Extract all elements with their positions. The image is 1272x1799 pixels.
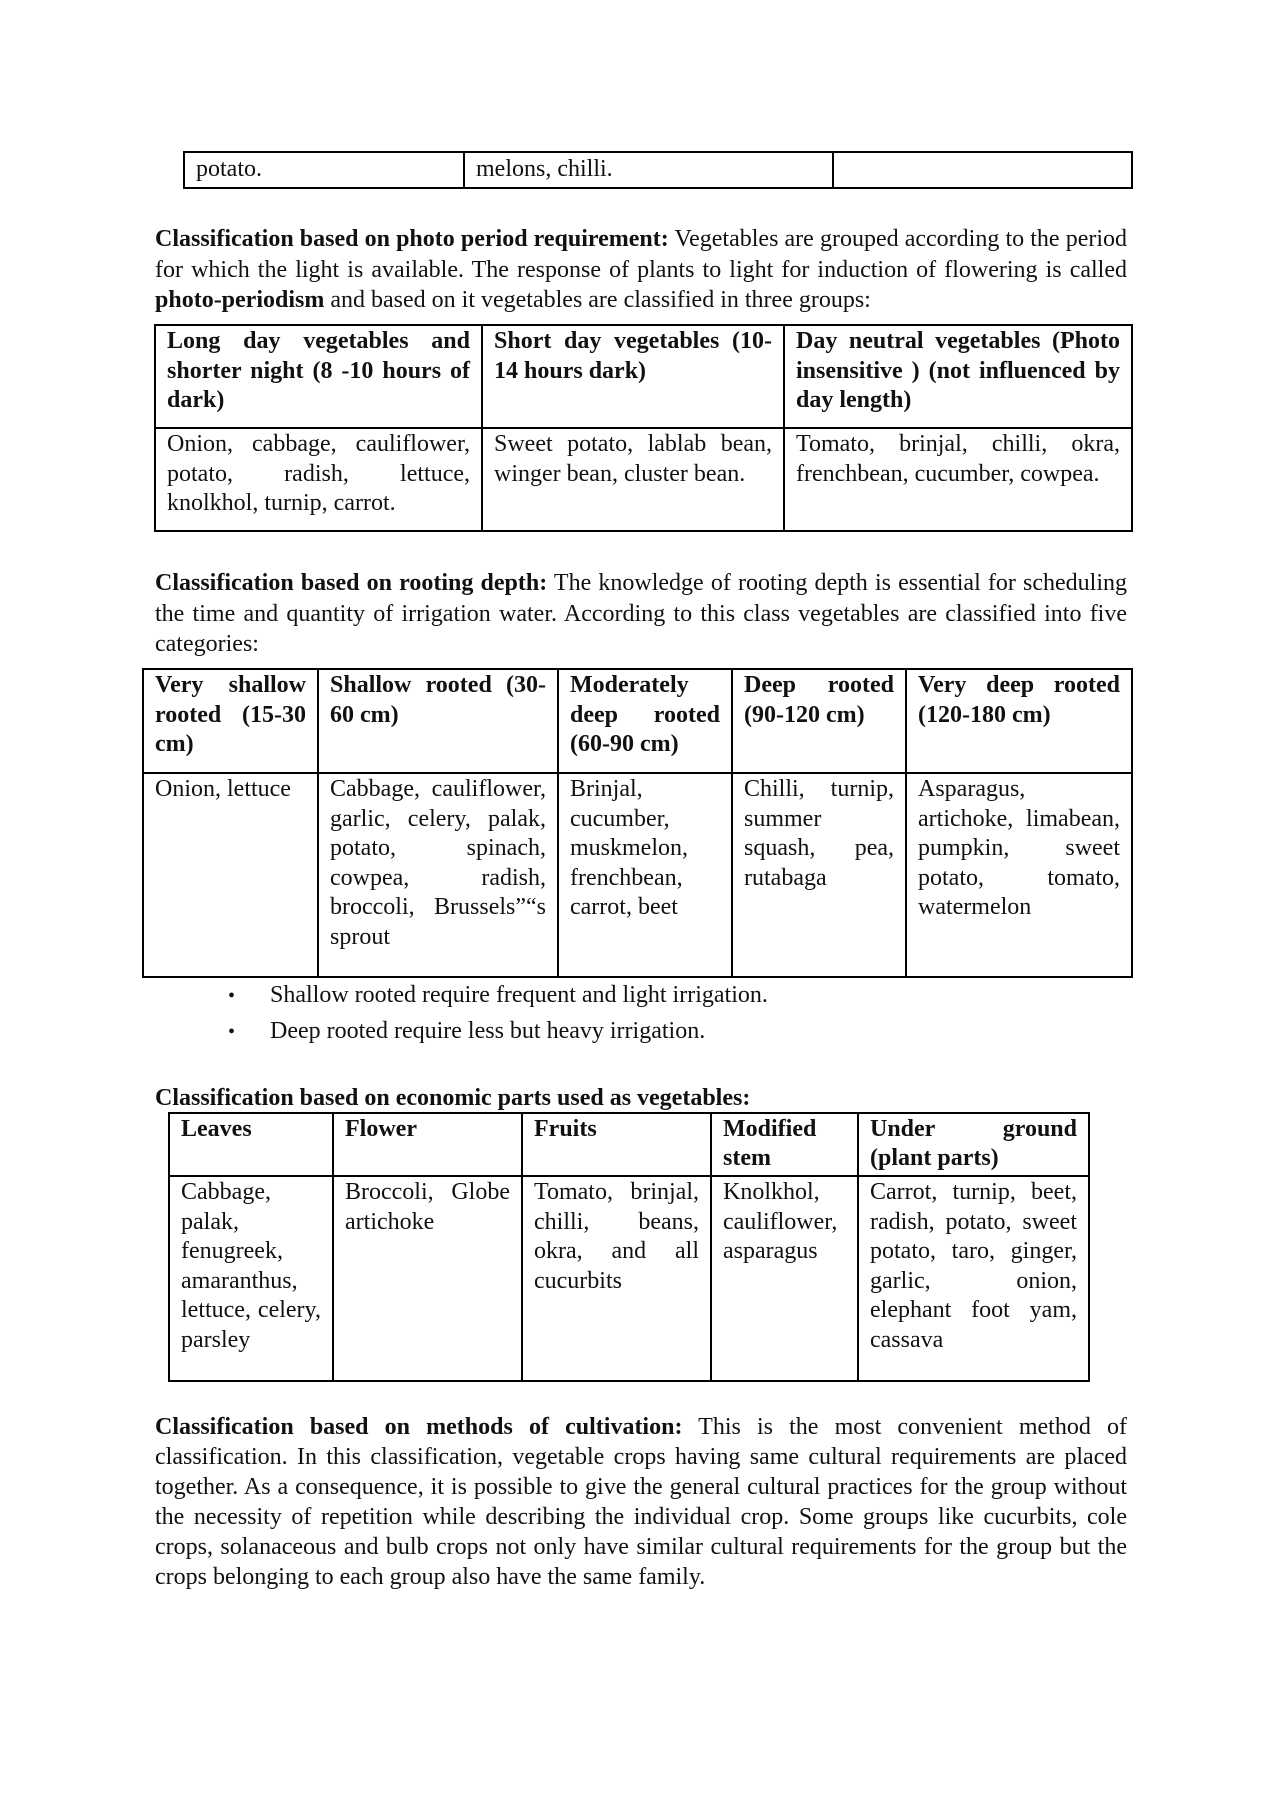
table-cell: Tomato, brinjal, chilli, beans, okra, and all cucurbits	[522, 1176, 711, 1381]
table-cell: Onion, lettuce	[143, 773, 318, 977]
header-under-ground: Under ground (plant parts)	[858, 1113, 1089, 1176]
bullet-icon: •	[228, 1021, 236, 1043]
bullet-icon: •	[228, 985, 236, 1007]
table-cell: Broccoli, Globe artichoke	[333, 1176, 522, 1381]
rooting-text: The knowledge of rooting depth is essential for scheduling the time and quantity of irrigation water. According to this class vegetables are classified into five categories:	[155, 570, 1128, 657]
header-moderately-deep: Moderately deep rooted (60-90 cm)	[558, 669, 732, 773]
table-cell: Cabbage, cauliflower, garlic, celery, palak, potato, spinach, cowpea, radish, broccoli, Brussels”“s sprout	[318, 773, 558, 977]
header-flower: Flower	[333, 1113, 522, 1176]
photoperiod-heading: Classification based on photo period requirement:	[155, 226, 669, 252]
photoperiod-text-2: and based on it vegetables are classified in three groups:	[324, 287, 871, 313]
irrigation-bullet-list	[228, 978, 768, 1050]
header-shallow: Shallow rooted (30-60 cm)	[318, 669, 558, 773]
economic-parts-table	[168, 1112, 1090, 1382]
table-header-row	[155, 325, 1132, 428]
bullet-text: Shallow rooted require frequent and light irrigation.	[270, 982, 768, 1008]
cultivation-heading: Classification based on methods of cultivation:	[155, 1414, 683, 1440]
table-row	[169, 1176, 1089, 1381]
table-cell: Chilli, turnip, summer squash, pea, rutabaga	[732, 773, 906, 977]
table-row	[155, 428, 1132, 531]
cultivation-paragraph	[155, 1412, 1127, 1592]
table-cell: Cabbage, palak, fenugreek, amaranthus, lettuce, celery, parsley	[169, 1176, 333, 1381]
rooting-heading: Classification based on rooting depth:	[155, 570, 548, 596]
header-fruits: Fruits	[522, 1113, 711, 1176]
cultivation-text: This is the most convenient method of classification. In this classification, vegetable crops having same cultural requirements are placed together. As a consequence, it is possible to give the general cultural practices for the group without the necessity of repetition while describing the individual crop. Some groups like cucurbits, cole crops, solanaceous and bulb crops not only have similar cultural requirements for the group but the crops belonging to each group also have the same family.	[155, 1414, 1127, 1590]
table-cell: Brinjal, cucumber, muskmelon, frenchbean, carrot, beet	[558, 773, 732, 977]
header-deep: Deep rooted (90-120 cm)	[732, 669, 906, 773]
photoperiod-text-1: Vegetables are grouped according to the period for which the light is available. The response of plants to light for induction of flowering is called	[155, 226, 1128, 283]
header-long-day: Long day vegetables and shorter night (8 -10 hours of dark)	[155, 325, 482, 428]
table-row	[184, 152, 1132, 188]
table-cell: Sweet potato, lablab bean, winger bean, cluster bean.	[482, 428, 784, 531]
header-very-shallow: Very shallow rooted (15-30 cm)	[143, 669, 318, 773]
table-cell: Onion, cabbage, cauliflower, potato, radish, lettuce, knolkhol, turnip, carrot.	[155, 428, 482, 531]
table-cell: potato.	[184, 152, 464, 188]
table-cell: Carrot, turnip, beet, radish, potato, sweet potato, taro, ginger, garlic, onion, elephant foot yam, cassava	[858, 1176, 1089, 1381]
table-cell: melons, chilli.	[464, 152, 833, 188]
header-short-day: Short day vegetables (10-14 hours dark)	[482, 325, 784, 428]
bullet-text: Deep rooted require less but heavy irrigation.	[270, 1018, 706, 1044]
table-cell: Asparagus, artichoke, limabean, pumpkin, sweet potato, tomato, watermelon	[906, 773, 1132, 977]
table-cell	[833, 152, 1132, 188]
list-item	[228, 1014, 768, 1050]
rooting-paragraph	[155, 568, 1127, 660]
rooting-depth-table	[142, 668, 1133, 978]
economic-heading: Classification based on economic parts used as vegetables:	[155, 1085, 751, 1111]
table-header-row	[143, 669, 1132, 773]
table-cell: Tomato, brinjal, chilli, okra, frenchbean, cucumber, cowpea.	[784, 428, 1132, 531]
header-modified-stem: Modified stem	[711, 1113, 858, 1176]
list-item	[228, 978, 768, 1014]
photoperiodism-term: photo-periodism	[155, 287, 325, 313]
photoperiod-table	[154, 324, 1133, 532]
photoperiod-paragraph	[155, 224, 1127, 316]
header-very-deep: Very deep rooted (120-180 cm)	[906, 669, 1132, 773]
header-leaves: Leaves	[169, 1113, 333, 1176]
table-row	[143, 773, 1132, 977]
table-header-row	[169, 1113, 1089, 1176]
header-day-neutral: Day neutral vegetables (Photo insensitive ) (not influenced by day length)	[784, 325, 1132, 428]
table-cell: Knolkhol, cauliflower, asparagus	[711, 1176, 858, 1381]
continued-table	[183, 151, 1133, 189]
